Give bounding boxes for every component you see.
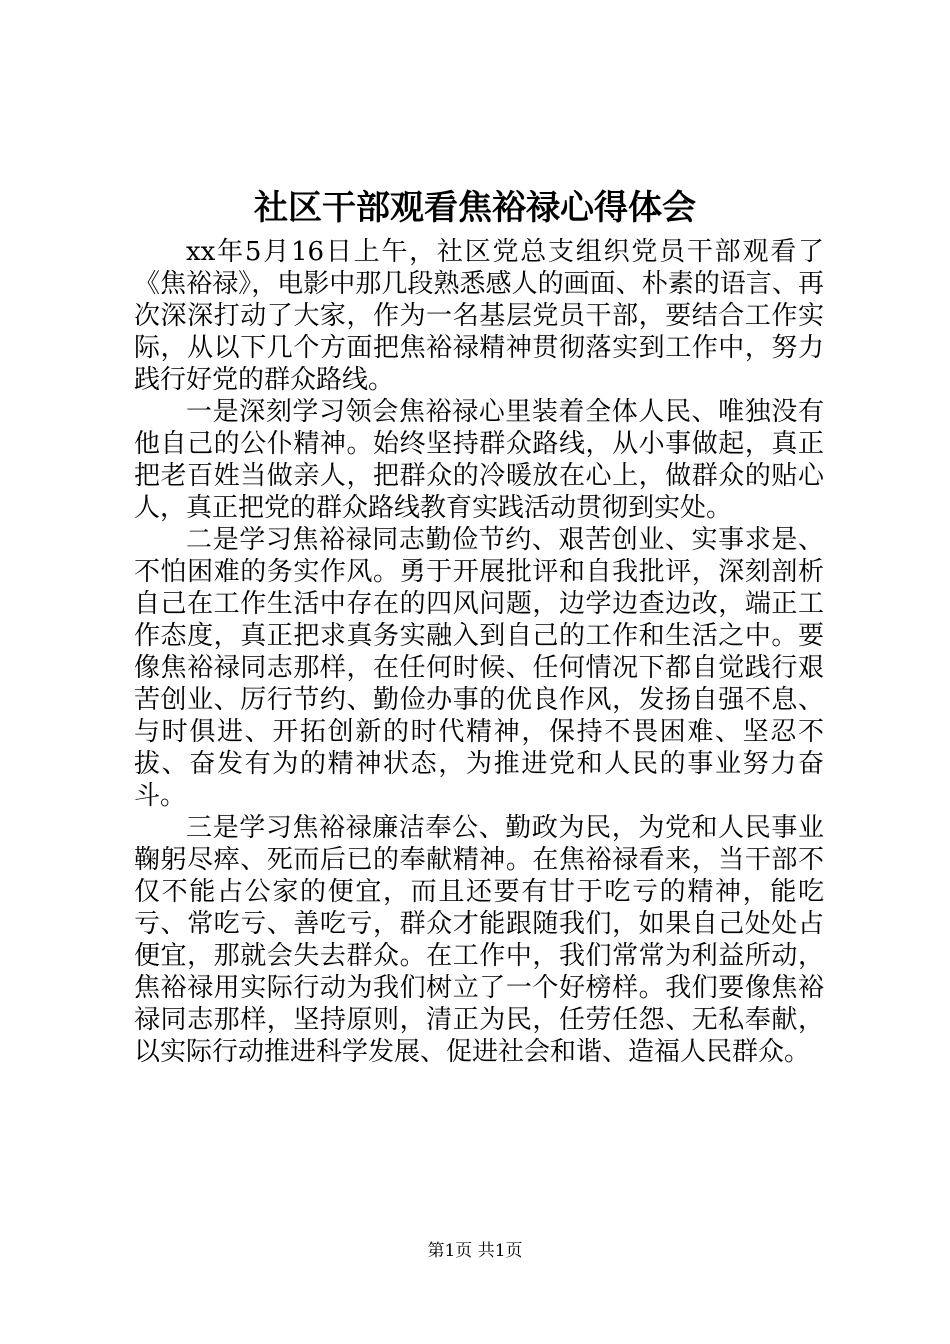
paragraph-intro: xx年5月16日上午，社区党总支组织党员干部观看了《焦裕禄》，电影中那几段熟悉感人的画面、朴素的语言、再次深深打动了大家，作为一名基层党员干部，要结合工作实际，从以下几个方面把焦裕禄精神贯彻落实到工作中，努力践行好党的群众路线。 xyxy=(134,237,824,395)
document-title: 社区干部观看焦裕禄心得体会 xyxy=(254,188,696,228)
paragraph-point-two: 二是学习焦裕禄同志勤俭节约、艰苦创业、实事求是、不怕困难的务实作风。勇于开展批评和自我批评，深刻剖析自己在工作生活中存在的四风问题，边学边查边改，端正工作态度，真正把求真务实融入到自己的工作和生活之中。要像焦裕禄同志那样，在任何时候、任何情况下都自觉践行艰苦创业、厉行节约、勤俭办事的优良作风，发扬自强不息、与时俱进、开拓创新的时代精神，保持不畏困难、坚忍不拔、奋发有为的精神状态，为推进党和人民的事业努力奋斗。 xyxy=(134,525,824,811)
document-body xyxy=(134,236,824,1068)
paragraph-point-three: 三是学习焦裕禄廉洁奉公、勤政为民，为党和人民事业鞠躬尽瘁、死而后已的奉献精神。在焦裕禄看来，当干部不仅不能占公家的便宜，而且还要有甘于吃亏的精神，能吃亏、常吃亏、善吃亏，群众才能跟随我们，如果自己处处占便宜，那就会失去群众。在工作中，我们常常为利益所动，焦裕禄用实际行动为我们树立了一个好榜样。我们要像焦裕禄同志那样，坚持原则，清正为民，任劳任怨、无私奉献，以实际行动推进科学发展、促进社会和谐、造福人民群众。 xyxy=(134,813,824,1067)
paragraph-point-one: 一是深刻学习领会焦裕禄心里装着全体人民、唯独没有他自己的公仆精神。始终坚持群众路线，从小事做起，真正把老百姓当做亲人，把群众的冷暖放在心上，做群众的贴心人，真正把党的群众路线教育实践活动贯彻到实处。 xyxy=(134,397,824,523)
page-footer: 第1页 共1页 xyxy=(427,1241,523,1261)
